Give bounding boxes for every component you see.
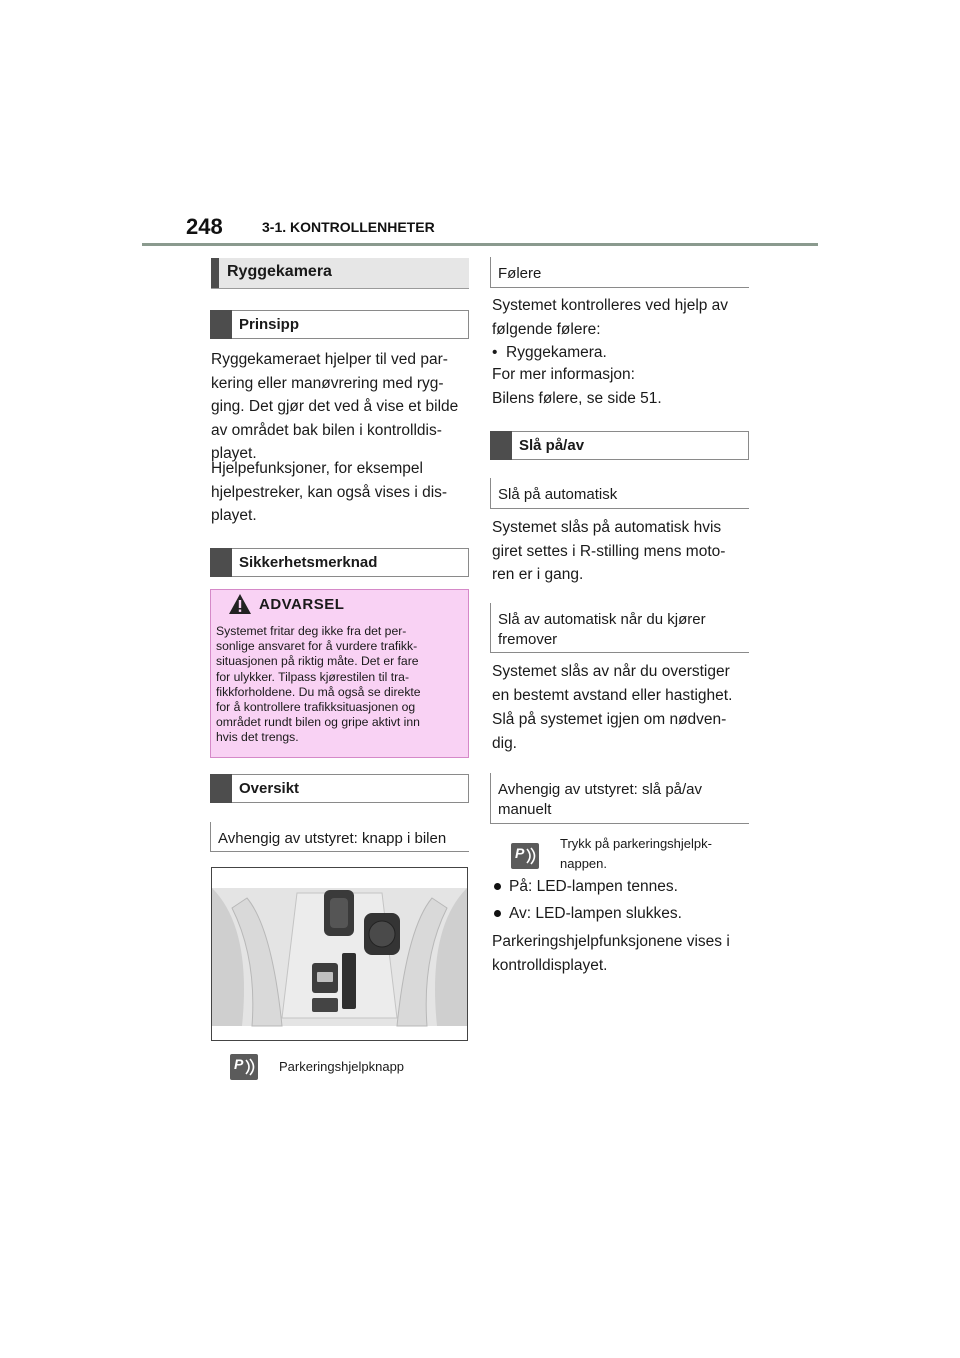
subheader-sla-pa-av [490, 431, 749, 460]
help-functions-text [211, 457, 469, 528]
text-line: dig. [492, 734, 517, 752]
subheader-tab [490, 431, 512, 460]
text-line: For mer informasjon: [492, 366, 635, 383]
header-rule [142, 243, 818, 246]
manual-header [490, 773, 749, 824]
text-line: følgende følere: [492, 320, 601, 338]
subheader-tab [210, 548, 232, 577]
page-number: 248 [186, 214, 223, 239]
subheader-prinsipp [210, 310, 469, 339]
center-console-drawing [212, 868, 467, 1040]
bullet-dot [494, 883, 501, 890]
warning-line: fikkforholdene. Du må også se direkte [216, 684, 421, 699]
text-line: Trykk på parkeringshjelpk- [560, 836, 712, 851]
bullet-text: Ryggekamera. [506, 344, 607, 361]
text-line: av området bak bilen i kontrolldis- [211, 421, 442, 439]
title-line: Slå av automatisk når du kjører [498, 611, 706, 628]
subheader-title: Sikkerhetsmerknad [239, 554, 378, 571]
subheader-title: Prinsipp [239, 316, 300, 333]
button-caption: Parkeringshjelpknapp [279, 1059, 405, 1074]
sensors-text [492, 294, 750, 365]
title-line: Avhengig av utstyret: slå på/av [498, 781, 703, 798]
text-line: Systemet kontrolleres ved hjelp av [492, 297, 729, 314]
warning-body [216, 624, 464, 746]
bullet-item [492, 341, 750, 365]
text-line: kering eller manøvrering med ryg- [211, 374, 444, 392]
equipment-label-box [210, 822, 469, 852]
section-title: Ryggekamera [227, 263, 332, 280]
text-line: Systemet slås av når du overstiger [492, 663, 730, 680]
warning-box [210, 589, 469, 758]
parking-waves-icon [244, 1058, 256, 1076]
section-header-ryggekamera [211, 258, 469, 289]
text-line: playet. [211, 445, 257, 462]
reenable-text [492, 708, 750, 755]
warning-line: situasjonen på riktig måte. Det er fare [216, 654, 419, 669]
center-console-illustration [211, 867, 468, 1041]
auto-on-title: Slå på automatisk [498, 486, 618, 503]
text-line: Systemet slås på automatisk hvis [492, 519, 722, 536]
text-line: Ryggekameraet hjelper til ved par- [211, 351, 448, 368]
title-line: fremover [498, 631, 558, 648]
press-instruction [560, 834, 712, 874]
auto-off-title [498, 610, 706, 650]
off-bullet-text: Av: LED-lampen slukkes. [509, 905, 682, 922]
manual-title [498, 780, 702, 820]
text-line: Hjelpefunksjoner, for eksempel [211, 460, 423, 477]
text-line: hjelpestreker, kan også vises i dis- [211, 483, 448, 501]
text-line: Slå på systemet igjen om nødven- [492, 711, 727, 728]
warning-line: for å kontrollere trafikksituasjonen og [216, 700, 416, 715]
bullet-dot [494, 910, 501, 917]
auto-on-header [490, 478, 749, 509]
subheader-title: Slå på/av [519, 437, 585, 454]
text-line: nappen. [560, 856, 607, 871]
subheader-oversikt [210, 774, 469, 803]
title-line: manuelt [498, 801, 552, 818]
principle-text [211, 348, 469, 466]
sensors-title: Følere [498, 265, 542, 282]
section-tab [211, 258, 219, 288]
subheader-tab [210, 310, 232, 339]
chapter-title: 3-1. KONTROLLENHETER [262, 219, 435, 235]
subheader-sikkerhetsmerknad [210, 548, 469, 577]
parking-waves-icon [525, 847, 537, 865]
text-line: Bilens følere, se side 51. [492, 389, 662, 407]
text-line: giret settes i R-stilling mens moto- [492, 542, 726, 560]
warning-line: hvis det trengs. [216, 730, 299, 745]
text-line: kontrolldisplayet. [492, 956, 608, 974]
warning-line: Systemet fritar deg ikke fra det per- [216, 624, 407, 638]
subheader-title: Oversikt [239, 780, 300, 797]
parking-assist-button-icon: P [511, 843, 539, 869]
warning-line: for ulykker. Tilpass kjørestilen til tra- [216, 669, 410, 684]
parking-assist-button-icon: P [230, 1054, 258, 1080]
auto-off-header [490, 603, 749, 653]
warning-triangle-icon [228, 593, 252, 615]
equipment-label: Avhengig av utstyret: knapp i bilen [218, 830, 447, 847]
subheader-tab [210, 774, 232, 803]
sensors-header [490, 257, 749, 288]
more-info-text [492, 363, 750, 410]
text-line: en bestemt avstand eller hastighet. [492, 686, 733, 704]
warning-title: ADVARSEL [259, 596, 345, 613]
on-bullet-text: På: LED-lampen tennes. [509, 878, 678, 895]
auto-off-text [492, 660, 750, 707]
auto-on-text [492, 516, 750, 587]
text-line: Parkeringshjelpfunksjonene vises i [492, 933, 730, 950]
text-line: playet. [211, 507, 257, 524]
bullet-mark: • [492, 344, 507, 361]
text-line: ren er i gang. [492, 566, 584, 583]
warning-line: sonlige ansvaret for å vurdere trafikk- [216, 639, 418, 654]
text-line: ging. Det gjør det ved å vise et bilde [211, 398, 459, 415]
final-text [492, 930, 750, 977]
warning-line: området rundt bilen og gripe aktivt inn [216, 715, 420, 730]
